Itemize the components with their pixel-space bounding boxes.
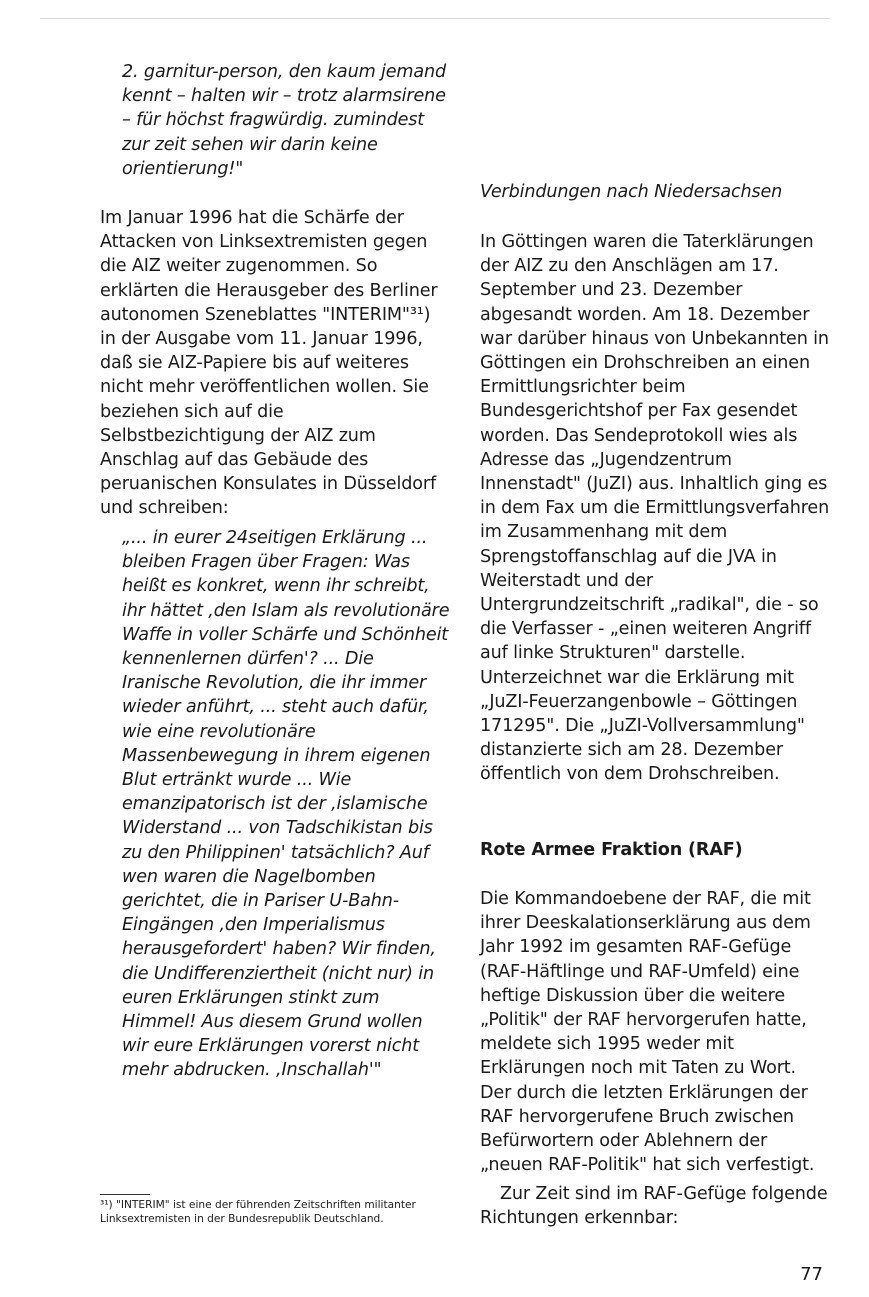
heading-raf: Rote Armee Fraktion (RAF) xyxy=(480,840,743,860)
footnote: ³¹) "INTERIM" ist eine der führenden Zeitschriften militanter Linksextremisten in der Bundesrepublik Deutschland. xyxy=(100,1199,416,1225)
subheading-niedersachsen: Verbindungen nach Niedersachsen xyxy=(480,182,783,202)
page-number: 77 xyxy=(800,1264,823,1285)
right-paragraph-2: Die Kommandoebene der RAF, die mit ihrer Deeskalationserklärung aus dem Jahr 1992 im gesamten RAF-Gefüge (RAF-Häftlinge und RAF-Umfeld) eine heftige Diskussion über die weitere „Politik" der RAF hervorgerufen hatte, meldete sich 1995 weder mit Erklärungen noch mit Taten zu Wort. Der durch die letzten Erklärungen der RAF hervorgerufene Bruch zwischen Befürwortern oder Ablehnern der „neuen RAF-Politik" hat sich verfestigt. xyxy=(480,889,815,1176)
right-paragraph-3: Zur Zeit sind im RAF-Gefüge folgende Richtungen erkennbar: xyxy=(480,1184,828,1229)
interim-quote: „... in eurer 24seitigen Erklärung ... bleiben Fragen über Fragen: Was heißt es konkret, wenn ihr schreibt, ihr hättet ‚den Islam als revolutionäre Waffe in voller Schärfe und Schönheit kennenlernen dürfen'? ... Die Iranische Revolution, die ihr immer wieder anführt, ... steht auch dafür, wie eine revolutionäre Massenbewegung in ihrem eigenen Blut ertränkt wurde ... Wie emanzipatorisch ist der ‚islamische Widerstand ... von Tadschikistan bis zu den Philippinen' tatsächlich? Auf wen waren die Nagelbomben gerichtet, die in Pariser U-Bahn-Eingängen ‚den Imperialismus herausgefordert' haben? Wir finden, die Undifferenziertheit (nicht nur) in euren Erklärungen stinkt zum Himmel! Aus diesem Grund wollen wir eure Erklärungen vorerst nicht mehr abdrucken. ‚Inschallah'" xyxy=(122,528,450,1081)
top-rule xyxy=(40,18,830,19)
right-paragraph-1: In Göttingen waren die Taterklärungen der AIZ zu den Anschlägen am 17. September und 23. Dezember abgesandt worden. Am 18. Dezember war darüber hinaus von Unbekannten in Göttingen ein Drohschreiben an einen Ermittlungsrichter beim Bundesgerichtshof per Fax gesendet worden. Das Sendeprotokoll wies als Adresse das „Jugendzentrum Innenstadt" (JuZI) aus. Inhaltlich ging es in dem Fax um die Ermittlungsverfahren im Zusammenhang mit dem Sprengstoffanschlag auf die JVA in Weiterstadt und der Untergrundzeitschrift „radikal", die - so die Verfasser - „einen weiteren Angriff auf linke Strukturen" darstelle. Unterzeichnet war die Erklärung mit „JuZI-Feuerzangenbowle – Göttingen 171295". Die „JuZI-Vollversammlung" distanzierte sich am 28. Dezember öffentlich von dem Drohschreiben. xyxy=(480,232,830,785)
quote-continuation: 2. garnitur-person, den kaum jemand kennt – halten wir – trotz alarmsirene – für höchst fragwürdig. zumindest zur zeit sehen wir darin keine orientierung!" xyxy=(122,62,447,179)
footnote-rule xyxy=(100,1194,150,1195)
left-paragraph-1: Im Januar 1996 hat die Schärfe der Attacken von Linksextremisten gegen die AIZ weiter zugenommen. So erklärten die Herausgeber des Berliner autonomen Szeneblattes "INTERIM"³¹) in der Ausgabe vom 11. Januar 1996, daß sie AIZ-Papiere bis auf weiteres nicht mehr veröffentlichen wollen. Sie beziehen sich auf die Selbstbezichtigung der AIZ zum Anschlag auf das Gebäude des peruanischen Konsulates in Düsseldorf und schreiben: xyxy=(100,208,438,519)
